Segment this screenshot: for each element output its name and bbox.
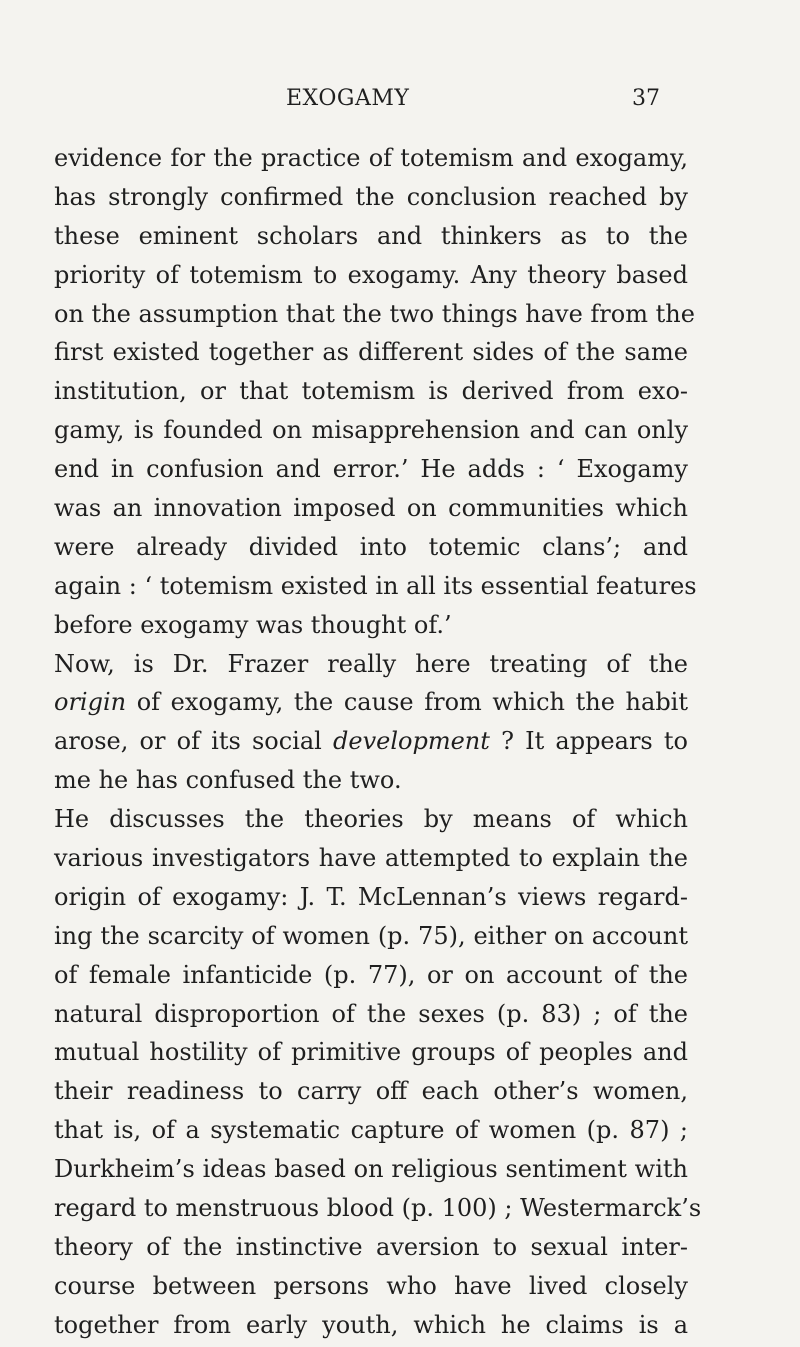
text-line: together from early youth, which he claims is a [54,1310,688,1339]
text-line: ing the scarcity of women (p. 75), either on account [54,921,688,950]
text-segment: ? It appears to [489,727,689,756]
text-line: Durkheim’s ideas based on religious sentiment with [54,1155,688,1184]
body-text [54,139,702,1345]
running-head: EXOGAMY [286,86,410,111]
text-line: He discusses the theories by means of which [54,805,688,834]
text-segment: of exogamy, the cause from which the habit [126,688,688,717]
text-line: before exogamy was thought of.’ [54,610,452,639]
text-line: first existed together as different sides of the same [54,338,688,367]
italic-origin: origin [54,688,127,717]
text-line: these eminent scholars and thinkers as to the [54,221,688,250]
text-line: end in confusion and error.’ He adds : ‘ Exogamy [54,455,688,484]
text-line: natural disproportion of the sexes (p. 83) ; of the [54,999,688,1028]
text-line: me he has confused the two. [54,766,402,795]
text-line: has strongly confirmed the conclusion reached by [54,182,688,211]
italic-development: development [333,727,490,756]
text-line: gamy, is founded on misapprehension and can only [54,416,688,445]
text-line: various investigators have attempted to explain the [54,844,688,873]
page-number: 37 [632,86,660,111]
text-line: of female infanticide (p. 77), or on account of the [54,960,688,989]
text-line: that is, of a systematic capture of women (p. 87) ; [54,1116,688,1145]
text-line: institution, or that totemism is derived from exo- [54,377,688,406]
text-line: evidence for the practice of totemism and exogamy, [54,144,688,172]
text-line: their readiness to carry off each other’s women, [54,1077,688,1106]
text-line: priority of totemism to exogamy. Any theory based [54,260,688,289]
text-line: theory of the instinctive aversion to sexual inter- [54,1232,688,1261]
text-line [54,683,688,722]
text-line [54,722,688,761]
text-line: on the assumption that the two things have from the [54,299,695,328]
text-line: origin of exogamy: J. T. McLennan’s views regard- [54,882,688,911]
text-line: Now, is Dr. Frazer really here treating of the [54,649,688,678]
text-line: regard to menstruous blood (p. 100) ; Westermarck’s [54,1194,702,1223]
text-line: course between persons who have lived closely [54,1271,688,1300]
text-segment: arose, or of its social [54,727,333,756]
page-header [0,86,800,116]
text-line: mutual hostility of primitive groups of peoples and [54,1038,688,1067]
text-line: again : ‘ totemism existed in all its essential features [54,571,697,600]
text-line: were already divided into totemic clans’; and [54,532,688,561]
text-line: was an innovation imposed on communities which [54,494,688,523]
